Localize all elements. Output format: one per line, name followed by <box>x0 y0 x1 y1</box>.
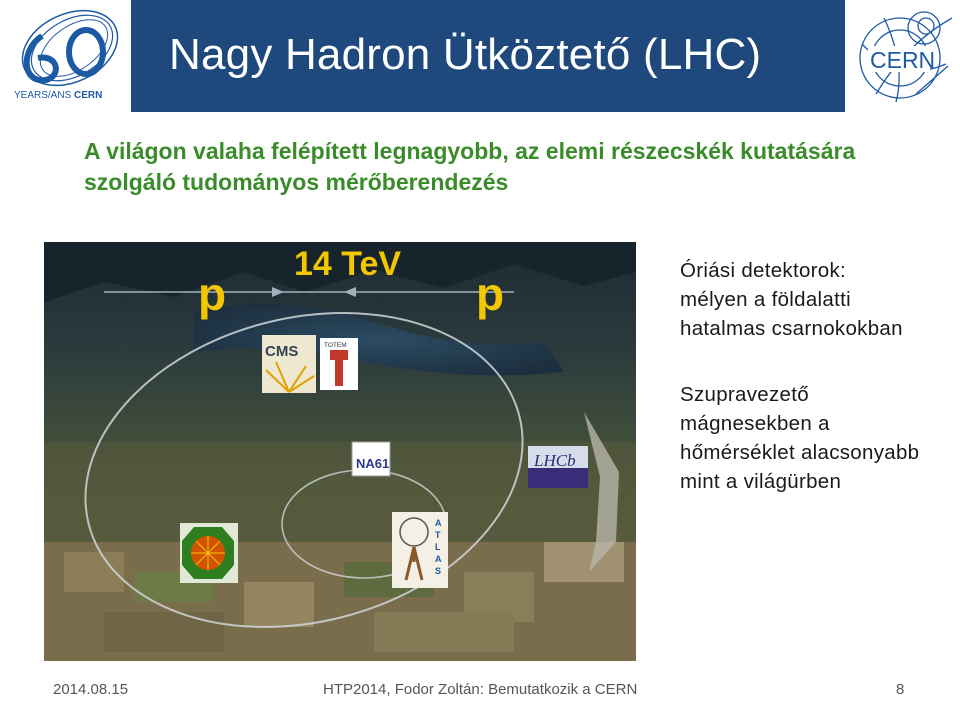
title-bar <box>131 0 845 112</box>
facts-paragraph-magnets <box>680 380 950 496</box>
cms-logo <box>262 335 316 393</box>
years-text: YEARS/ANS <box>14 90 72 101</box>
facts-line: hatalmas csarnokokban <box>680 317 903 340</box>
facts-line: hőmérséklet alacsonyabb <box>680 441 920 464</box>
energy-label: 14 TeV <box>294 245 402 283</box>
atlas-letter-s: S <box>435 566 442 576</box>
atlas-letter-l: L <box>435 542 441 552</box>
footer-caption: HTP2014, Fodor Zoltán: Bemutatkozik a CERN <box>323 681 638 698</box>
facts-line: mint a világürben <box>680 470 842 493</box>
atlas-letter-a2: A <box>435 554 442 564</box>
cern-60-years-logo <box>12 6 124 102</box>
atlas-logo <box>392 512 448 588</box>
cms-label: CMS <box>265 343 299 360</box>
facts-line: mélyen a földalatti <box>680 288 851 311</box>
facts-line: Óriási detektorok: <box>680 259 847 282</box>
totem-label: TOTEM <box>324 342 347 349</box>
lhcb-label: LHCb <box>534 451 576 470</box>
footer-date: 2014.08.15 <box>53 681 129 698</box>
subtitle-line-2: szolgáló tudományos mérőberendezés <box>84 169 509 195</box>
page-number: 8 <box>896 681 905 698</box>
cern-logo <box>856 4 956 108</box>
na61-label: NA61 <box>356 456 390 471</box>
detector-facts <box>680 256 950 533</box>
facts-line: Szupravezető <box>680 383 809 406</box>
proton-left-label: p <box>198 268 227 320</box>
cern-small-text: CERN <box>74 90 103 101</box>
totem-logo <box>320 338 358 390</box>
facts-paragraph-detectors <box>680 256 950 343</box>
cern-logo-text: CERN <box>870 47 936 73</box>
atlas-letter-t: T <box>435 530 441 540</box>
alice-logo <box>180 523 238 583</box>
subtitle <box>84 136 884 198</box>
na61-logo <box>352 442 390 476</box>
lhc-aerial-photo <box>44 242 636 661</box>
atlas-letter-a1: A <box>435 518 442 528</box>
slide-title: Nagy Hadron Ütköztető (LHC) <box>169 30 762 79</box>
lhcb-logo <box>528 446 588 488</box>
slide-footer <box>0 681 960 701</box>
aerial-map-illustration <box>44 242 636 661</box>
proton-right-label: p <box>476 268 505 320</box>
facts-line: mágnesekben a <box>680 412 830 435</box>
subtitle-line-1: A világon valaha felépített legnagyobb, az elemi részecskék kutatására <box>84 138 856 164</box>
